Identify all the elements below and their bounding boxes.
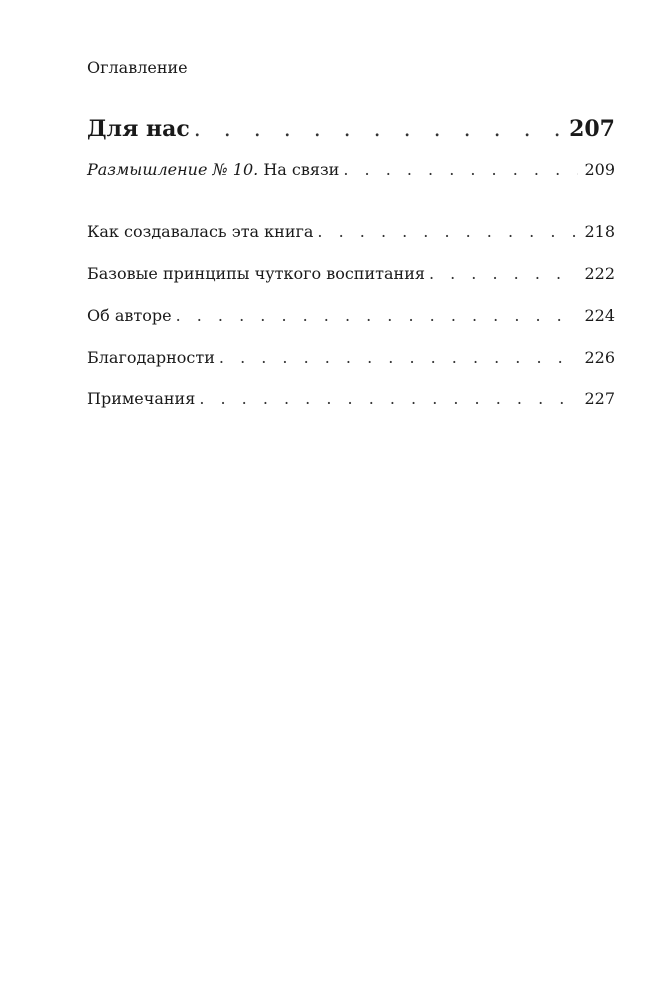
toc-part-entry[interactable] [87, 114, 615, 145]
toc-entry-acknowledgements[interactable] [87, 346, 615, 370]
entry-title: Примечания [87, 389, 196, 408]
entry-title: Как создавалась эта книга [87, 222, 314, 241]
reflection-title-wrap [87, 158, 343, 182]
reflection-prefix: Размышление № 10. [87, 160, 259, 179]
entry-title: Об авторе [87, 306, 172, 325]
dot-leader [343, 158, 578, 182]
reflection-title: На связи [263, 160, 340, 179]
entry-title: Благодарности [87, 348, 215, 367]
toc-reflection-entry[interactable] [87, 158, 615, 182]
part-page-number: 207 [569, 116, 615, 142]
toc-page [87, 0, 615, 1000]
running-head: Оглавление [87, 58, 188, 77]
entry-title: Базовые принципы чуткого воспитания [87, 264, 425, 283]
dot-leader [176, 304, 579, 328]
toc-entry-notes[interactable] [87, 387, 615, 411]
entry-page-number: 227 [584, 389, 615, 408]
part-title: Для нас [87, 116, 190, 142]
entry-page-number: 218 [584, 222, 615, 241]
entry-page-number: 222 [584, 264, 615, 283]
reflection-page-number: 209 [584, 160, 615, 179]
toc-entry-principles[interactable] [87, 262, 615, 286]
dot-leader [219, 346, 579, 370]
toc-entry-making-of[interactable] [87, 220, 615, 244]
toc-entry-about-author[interactable] [87, 304, 615, 328]
dot-leader [429, 262, 579, 286]
dot-leader [317, 220, 578, 244]
dot-leader [194, 115, 563, 145]
entry-page-number: 224 [584, 306, 615, 325]
dot-leader [199, 387, 578, 411]
entry-page-number: 226 [584, 348, 615, 367]
